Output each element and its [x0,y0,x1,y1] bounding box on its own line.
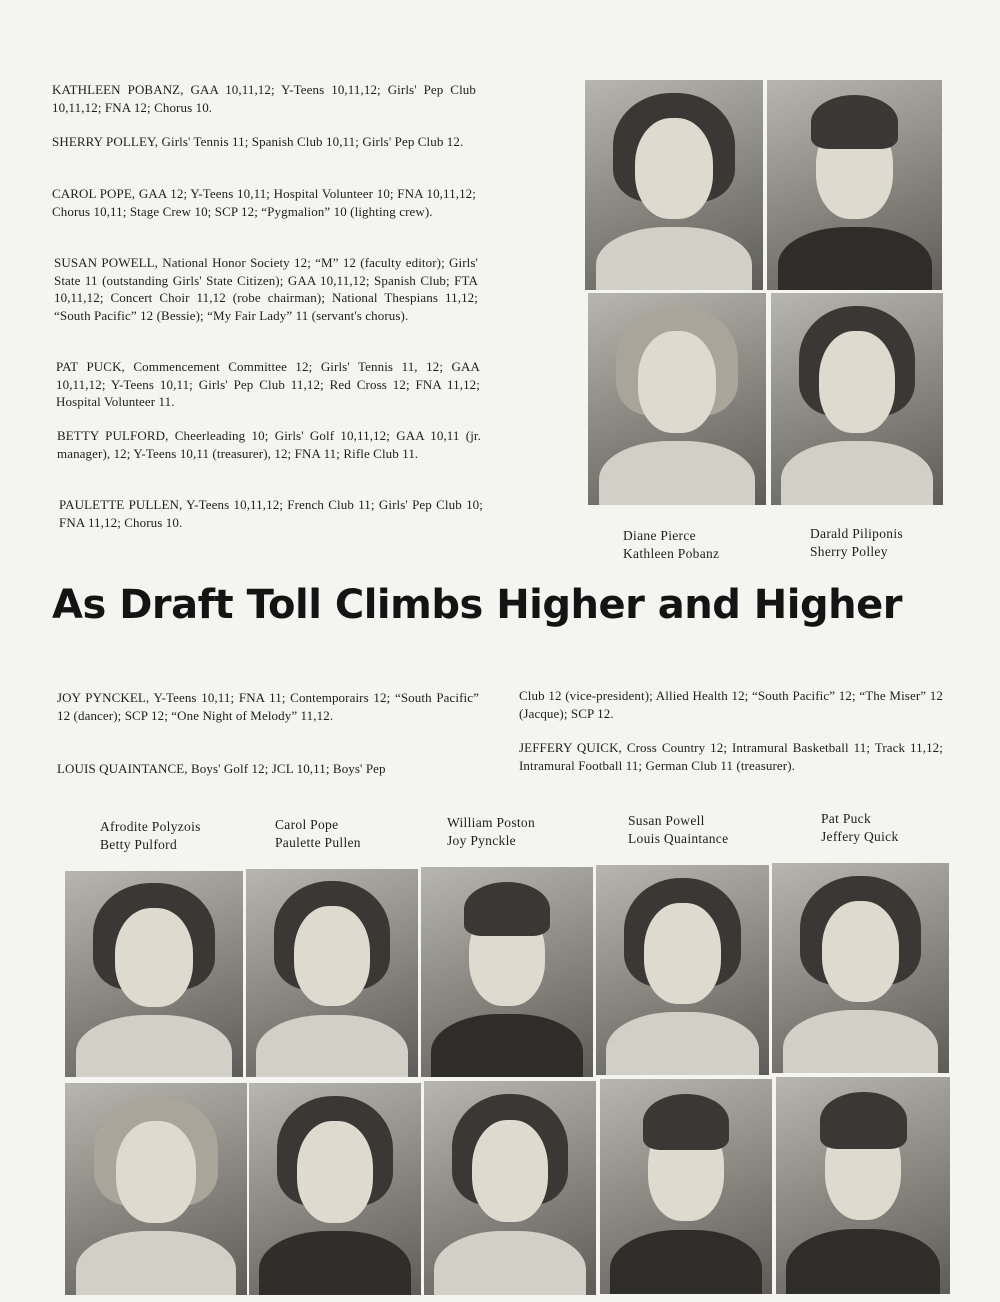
bottom-caption-col4 [628,812,728,847]
bio-joy-pynckel: JOY PYNCKEL, Y-Teens 10,11; FNA 11; Contemporairs 12; “South Pacific” 12 (dancer); SCP 12; “One Night of Melody” 11,12. [57,690,479,723]
portrait-diane-pierce [585,80,763,290]
portrait-jeffery-quick [776,1077,950,1294]
top-caption-right [810,525,903,560]
bottom-caption-col2 [275,816,361,851]
caption-name: Kathleen Pobanz [623,545,720,561]
bio-carol-pope: CAROL POPE, GAA 12; Y-Teens 10,11; Hospital Volunteer 10; FNA 10,11,12; Chorus 10,11; Stage Crew 10; SCP 12; “Pygmalion” 10 (lighting crew). [52,186,476,219]
portrait-sherry-polley [771,293,943,505]
bio-pat-puck: PAT PUCK, Commencement Committee 12; Girls' Tennis 11, 12; GAA 10,11,12; Y-Teens 10,11; Girls' Pep Club 11,12; Red Cross 12; FNA 11,12; Hospital Volunteer 11. [56,359,480,409]
portrait-darald-piliponis [767,80,942,290]
bio-kathleen-pobanz: KATHLEEN POBANZ, GAA 10,11,12; Y-Teens 10,11,12; Girls' Pep Club 10,11,12; FNA 12; Chorus 10. [52,82,476,115]
bio-sherry-polley: SHERRY POLLEY, Girls' Tennis 11; Spanish Club 10,11; Girls' Pep Club 12. [52,134,464,149]
bio-jeffery-quick: JEFFERY QUICK, Cross Country 12; Intramural Basketball 11; Track 11,12; Intramural Football 11; German Club 11 (treasurer). [519,740,943,773]
caption-name: Paulette Pullen [275,834,361,850]
portrait-carol-pope [246,869,418,1077]
caption-name: Jeffery Quick [821,828,899,844]
caption-name: Diane Pierce [623,528,696,543]
caption-name: William Poston [447,815,536,830]
portrait-louis-quaintance [600,1079,772,1294]
bio-susan-powell: SUSAN POWELL, National Honor Society 12; “M” 12 (faculty editor); Girls' State 11 (outstanding Girls' State Citizen); GAA 10,11,12; Spanish Club; FTA 10,11,12; Concert Choir 11,12 (robe chairman); National Thespians 11,12; “South Pacific” 12 (Bessie); “My Fair Lady” 11 (servant's chorus). [54,255,478,323]
bottom-caption-col3 [447,814,535,849]
portrait-paulette-pullen [249,1083,421,1295]
bottom-caption-col1 [100,818,201,853]
caption-name: Pat Puck [821,811,872,826]
caption-name: Sherry Polley [810,543,888,559]
caption-name: Betty Pulford [100,836,178,852]
page-headline: As Draft Toll Climbs Higher and Higher [52,582,902,628]
caption-name: Susan Powell [628,813,705,828]
bio-louis-quaintance: LOUIS QUAINTANCE, Boys' Golf 12; JCL 10,11; Boys' Pep [57,761,386,776]
caption-name: Carol Pope [275,817,339,832]
caption-name: Afrodite Polyzois [100,819,201,834]
portrait-joy-pynckle [424,1081,596,1295]
caption-name: Darald Piliponis [810,526,903,541]
bio-louis-quaintance-continued: Club 12 (vice-president); Allied Health 12; “South Pacific” 12; “The Miser” 12 (Jacque); SCP 12. [519,688,943,721]
portrait-kathleen-pobanz [588,293,766,505]
bio-paulette-pullen: PAULETTE PULLEN, Y-Teens 10,11,12; French Club 11; Girls' Pep Club 10; FNA 11,12; Chorus 10. [59,497,483,530]
bio-betty-pulford: BETTY PULFORD, Cheerleading 10; Girls' Golf 10,11,12; GAA 10,11 (jr. manager), 12; Y-Teens 10,11 (treasurer), 12; FNA 11; Rifle Club 11. [57,428,481,461]
top-caption-left [623,527,719,562]
portrait-pat-puck [772,863,949,1073]
bottom-caption-col5 [821,810,899,845]
portrait-betty-pulford [65,1083,247,1295]
portrait-william-poston [421,867,593,1077]
caption-name: Louis Quaintance [628,830,729,846]
caption-name: Joy Pynckle [447,832,516,848]
portrait-susan-powell [596,865,769,1075]
portrait-afrodite-polyzois [65,871,243,1077]
